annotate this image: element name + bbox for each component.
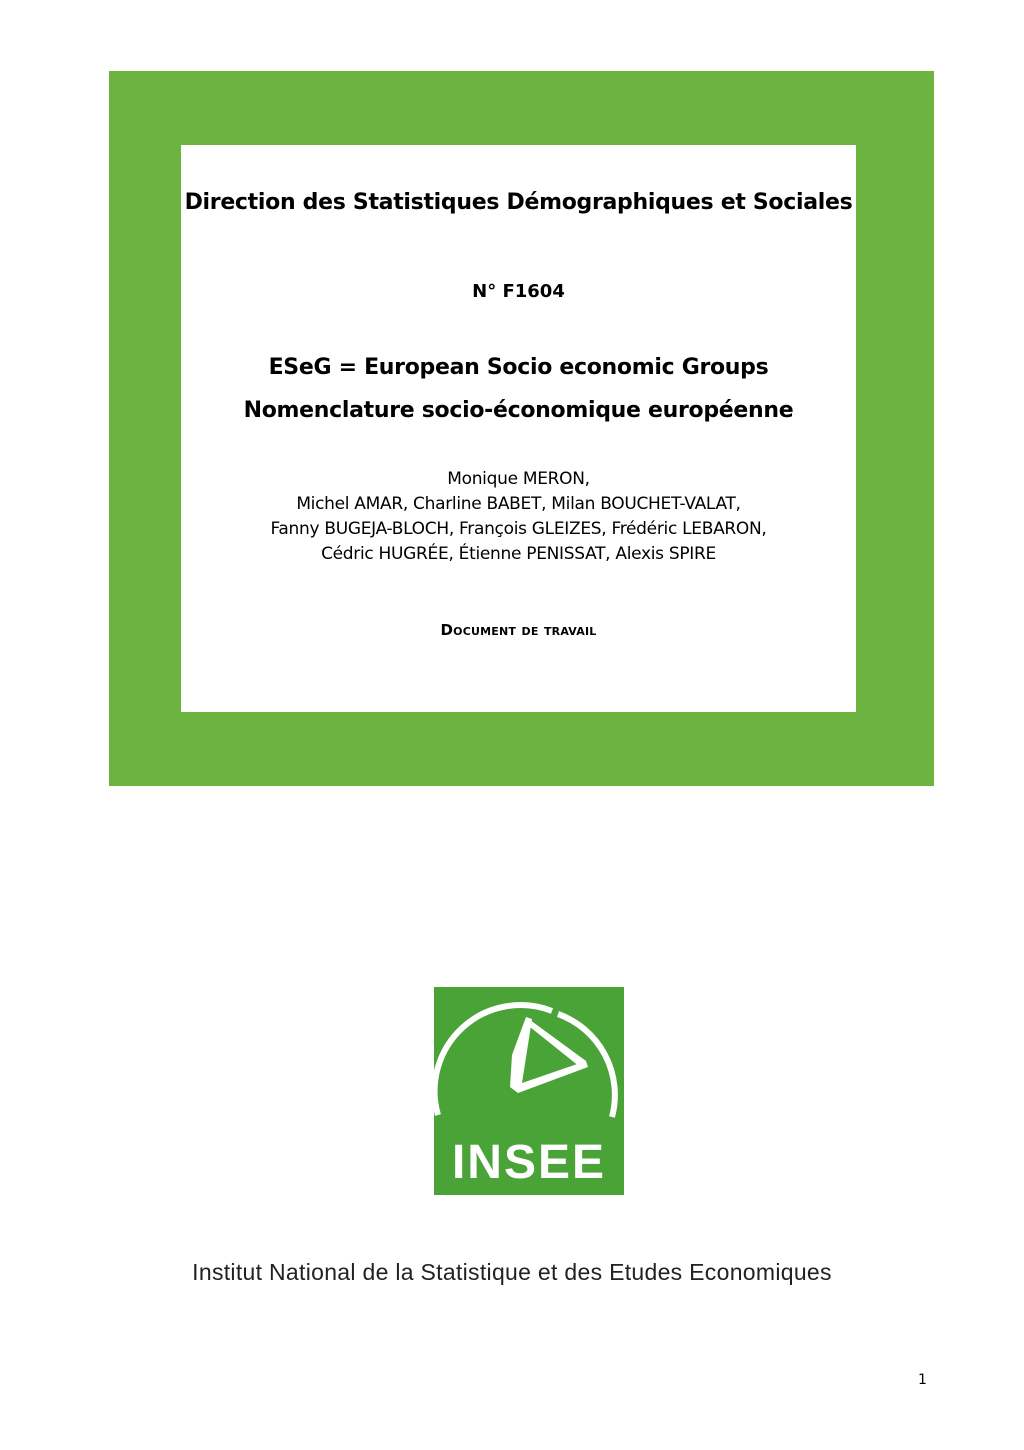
insee-logo-icon	[434, 987, 624, 1137]
insee-wordmark: INSEE	[451, 1136, 607, 1189]
document-type: Document de travail	[440, 621, 597, 639]
institute-name: Institut National de la Statistique et des Etudes Economiques	[192, 1259, 832, 1285]
document-title-line-1: ESeG = European Socio economic Groups	[268, 355, 769, 380]
author-line: Fanny BUGEJA-BLOCH, François GLEIZES, Frédéric LEBARON,	[270, 519, 767, 539]
document-number: N° F1604	[472, 281, 565, 302]
cover-panel	[181, 145, 856, 712]
author-list	[181, 467, 856, 567]
author-line: Michel AMAR, Charline BABET, Milan BOUCHET-VALAT,	[296, 494, 741, 514]
page-number: 1	[918, 1372, 927, 1388]
author-line: Cédric HUGRÉE, Étienne PENISSAT, Alexis SPIRE	[321, 544, 716, 564]
author-line: Monique MERON,	[447, 469, 590, 489]
cover-frame	[109, 71, 934, 786]
directorate-heading: Direction des Statistiques Démographiques et Sociales	[184, 190, 853, 215]
document-title-line-2: Nomenclature socio-économique européenne	[243, 398, 794, 423]
insee-logo	[434, 987, 624, 1195]
